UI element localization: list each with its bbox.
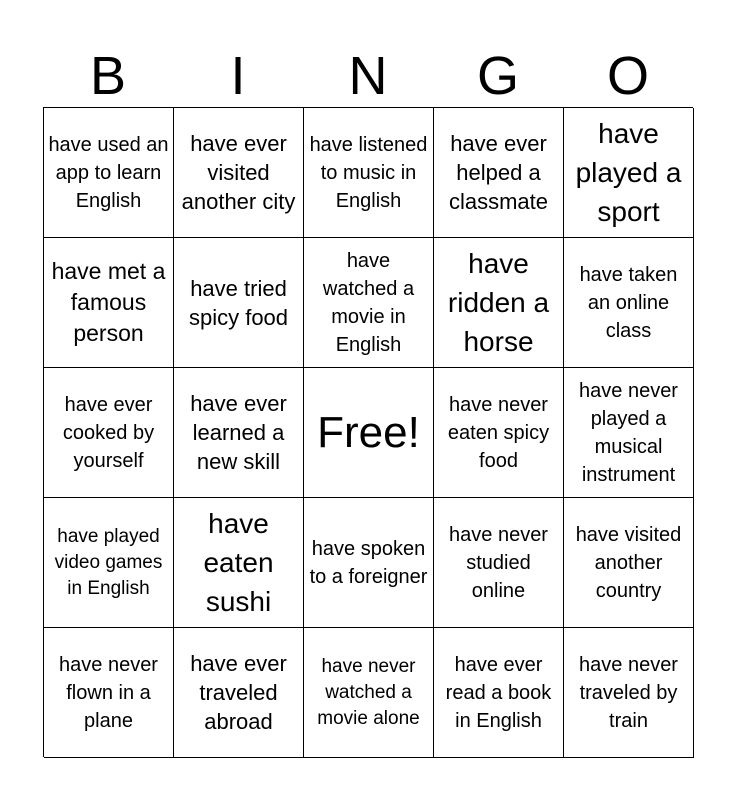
title-letter-o: O bbox=[606, 46, 649, 106]
cell-text: have watched a movie in English bbox=[322, 249, 415, 356]
cell-text: have used an app to learn English bbox=[48, 133, 169, 212]
bingo-cell-r2c3[interactable] bbox=[304, 238, 434, 368]
bingo-cell-r3c4[interactable] bbox=[434, 368, 564, 498]
cell-text: have eaten sushi bbox=[203, 508, 274, 617]
title-letter-i: I bbox=[230, 46, 246, 106]
title-letter-n: N bbox=[348, 46, 388, 106]
bingo-board bbox=[43, 107, 693, 757]
cell-text: have never flown in a plane bbox=[59, 653, 158, 732]
cell-text: have ever helped a classmate bbox=[448, 131, 549, 214]
bingo-cell-r4c4[interactable] bbox=[434, 498, 564, 628]
cell-text: have taken an online class bbox=[579, 263, 678, 342]
free-space-label: Free! bbox=[317, 407, 420, 457]
bingo-cell-r5c5[interactable] bbox=[564, 628, 694, 758]
bingo-cell-r2c5[interactable] bbox=[564, 238, 694, 368]
cell-text: have ever read a book in English bbox=[445, 653, 552, 732]
cell-text: have tried spicy food bbox=[188, 275, 289, 330]
title-letter-g: G bbox=[476, 46, 519, 106]
bingo-cell-r1c1[interactable] bbox=[44, 108, 174, 238]
bingo-cell-r5c2[interactable] bbox=[174, 628, 304, 758]
bingo-cell-r3c1[interactable] bbox=[44, 368, 174, 498]
bingo-cell-r2c4[interactable] bbox=[434, 238, 564, 368]
bingo-cell-r2c1[interactable] bbox=[44, 238, 174, 368]
bingo-cell-r4c1[interactable] bbox=[44, 498, 174, 628]
cell-text: have never watched a movie alone bbox=[317, 655, 420, 729]
cell-text: have played a sport bbox=[575, 118, 682, 227]
bingo-cell-r2c2[interactable] bbox=[174, 238, 304, 368]
cell-text: have listened to music in English bbox=[309, 133, 428, 212]
bingo-cell-r4c5[interactable] bbox=[564, 498, 694, 628]
cell-text: have never studied online bbox=[449, 523, 548, 602]
bingo-cell-r5c4[interactable] bbox=[434, 628, 564, 758]
cell-text: have played video games in English bbox=[54, 525, 163, 599]
bingo-cell-r1c3[interactable] bbox=[304, 108, 434, 238]
bingo-title bbox=[43, 45, 693, 107]
bingo-cell-r1c5[interactable] bbox=[564, 108, 694, 238]
cell-text: have visited another country bbox=[575, 523, 682, 602]
bingo-cell-r3c2[interactable] bbox=[174, 368, 304, 498]
bingo-cell-free[interactable] bbox=[304, 368, 434, 498]
bingo-cell-r3c5[interactable] bbox=[564, 368, 694, 498]
bingo-cell-r5c1[interactable] bbox=[44, 628, 174, 758]
cell-text: have never traveled by train bbox=[579, 653, 678, 732]
bingo-cell-r5c3[interactable] bbox=[304, 628, 434, 758]
cell-text: have never played a musical instrument bbox=[579, 379, 678, 486]
bingo-cell-r4c3[interactable] bbox=[304, 498, 434, 628]
cell-text: have ever cooked by yourself bbox=[62, 393, 155, 472]
title-letter-b: B bbox=[89, 46, 127, 106]
cell-text: have ever traveled abroad bbox=[190, 651, 287, 734]
cell-text: have ever learned a new skill bbox=[190, 391, 287, 474]
cell-text: have ever visited another city bbox=[181, 131, 296, 214]
bingo-cell-r4c2[interactable] bbox=[174, 498, 304, 628]
cell-text: have never eaten spicy food bbox=[447, 393, 550, 472]
cell-text: have ridden a horse bbox=[447, 248, 550, 357]
cell-text: have spoken to a foreigner bbox=[309, 537, 428, 588]
cell-text: have met a famous person bbox=[51, 258, 166, 346]
bingo-cell-r1c2[interactable] bbox=[174, 108, 304, 238]
bingo-cell-r1c4[interactable] bbox=[434, 108, 564, 238]
